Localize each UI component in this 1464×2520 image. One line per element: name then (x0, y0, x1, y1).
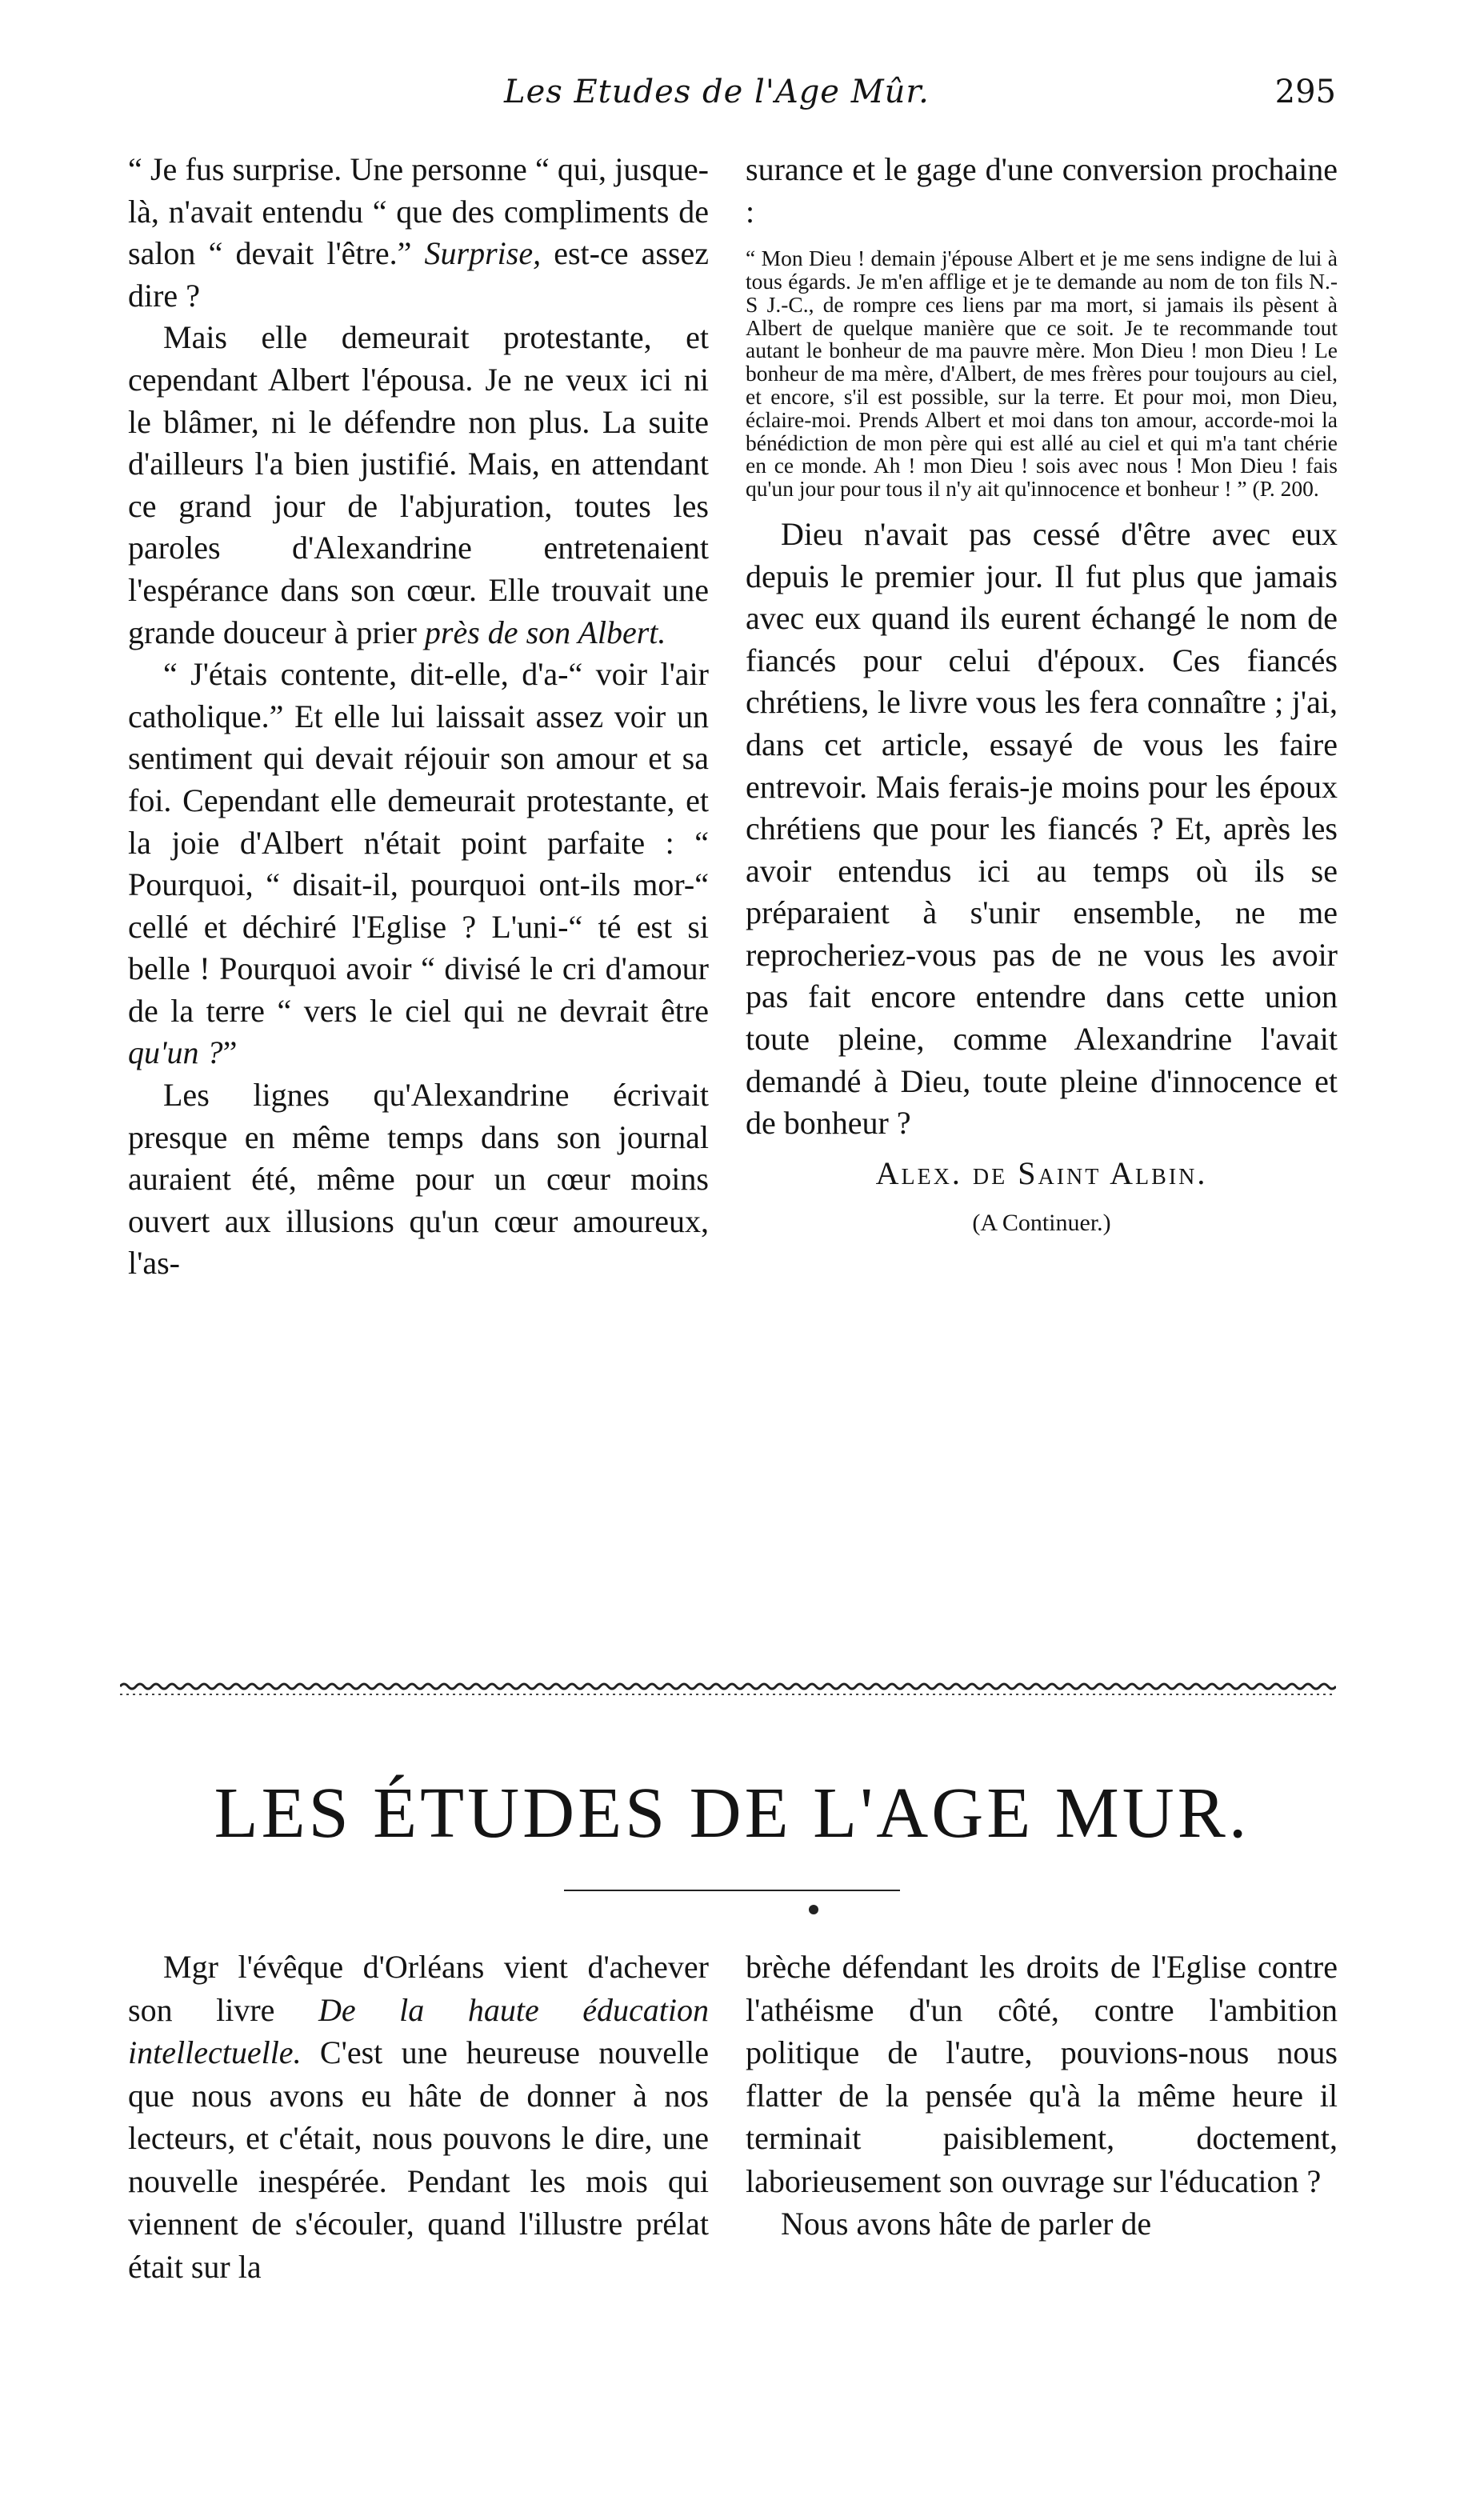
ornament-dot-icon (809, 1905, 818, 1914)
paragraph: Les lignes qu'Alexandrine écrivait presque en même temps dans son journal auraient été, même pour un cœur moins ouvert aux illusions qu'un cœur amoureux, l'as- (128, 1077, 709, 1282)
article-right-column (746, 1946, 1338, 2246)
quoted-prayer: “ Mon Dieu ! demain j'épouse Albert et je me sens indigne de lui à tous égards. Je m'en afflige et je te demande au nom de ton fils N.-S J.-C., de rompre ces liens par ma mort, si jamais ils pèsent à Albert de quelque manière que ce soit. Je te recommande tout autant le bonheur de ma pauvre mère. Mon Dieu ! mon Dieu ! Le bonheur de ma mère, d'Albert, de mes frères pour toujours au ciel, et encore, s'il est possible, sur la terre. Et pour moi, mon Dieu, éclaire-moi. Prends Albert et moi dans ton amour, accorde-moi la bénédiction de mon père qui est allé au ciel et qui m'a tant chérie en ce monde. Ah ! mon Dieu ! sois avec nous ! Mon Dieu ! fais qu'un jour pour tous il n'y ait qu'innocence et bonheur ! ” (P. 200. (746, 246, 1338, 502)
author-signature: Alex. de Saint Albin. (875, 1154, 1208, 1191)
article-title: LES ÉTUDES DE L'AGE MUR. (214, 1774, 1250, 1853)
section-divider (120, 1680, 1336, 1701)
paragraph: surance et le gage d'une conversion prochaine : (746, 151, 1338, 230)
page-number: 295 (1274, 74, 1336, 110)
left-column (128, 149, 709, 1285)
paragraph: Dieu n'avait pas cessé d'être avec eux depuis le premier jour. Il fut plus que jamais avec eux quand ils eurent échangé le nom de fiancés pour celui d'époux. Ces fiancés chrétiens, le livre vous les fera connaître ; j'ai, dans cet article, essayé de vous les faire entrevoir. Mais ferais-je moins pour les époux chrétiens que pour les fiancés ? Et, après les avoir entendus ici au temps où ils se préparaient à s'unir ensemble, ne me reprocheriez-vous pas de ne vous les avoir pas fait encore entendre dans cette union toute pleine, comme Alexandrine l'avait demandé à Dieu, toute pleine d'innocence et de bonheur ? (746, 515, 1338, 1142)
paragraph: brèche défendant les droits de l'Eglise contre l'athéisme d'un côté, contre l'ambition politique de l'autre, pouvions-nous nous flatter de la pensée qu'à la même heure il terminait paisiblement, doctement, laborieusement son ouvrage sur l'éducation ? (746, 1949, 1338, 2199)
paragraph: Nous avons hâte de parler de (781, 2206, 1152, 2242)
paragraph: Mais elle demeurait protestante, et cependant Albert l'épousa. Je ne veux ici ni le blâmer, ni le défendre non plus. La suite d'ailleurs l'a bien justifié. Mais, en attendant ce grand jour de l'abjuration, toutes les paroles d'Alexandrine entretenaient l'espérance dans son cœur. Elle trouvait une grande douceur à prier près de son Albert. (128, 319, 709, 650)
continued-note: (A Continuer.) (972, 1210, 1111, 1237)
article-left-column (128, 1946, 709, 2288)
paragraph: “ Je fus surprise. Une personne “ qui, jusque-là, n'avait entendu “ que des compliments de salon “ devait l'être.” Surprise, est-ce assez dire ? (128, 151, 710, 314)
paragraph: “ J'étais contente, dit-elle, d'a-“ voir l'air catholique.” Et elle lui laissait assez voir un sentiment qui devait réjouir son amour et sa foi. Cependant elle demeurait protestante, et la joie d'Albert n'était point parfaite : “ Pourquoi, “ disait-il, pourquoi ont-ils mor-“ cellé et déchiré l'Eglise ? L'uni-“ té est si belle ! Pourquoi avoir “ divisé le cri d'amour de la terre “ vers le ciel qui ne devrait être qu'un ?” (128, 656, 709, 1071)
right-column (746, 149, 1338, 1245)
ornamental-rule-icon (120, 1680, 1336, 1701)
running-title: Les Etudes de l'Age Mûr. (504, 74, 930, 110)
running-header (128, 74, 1336, 122)
title-underline (564, 1890, 900, 1891)
paragraph: Mgr l'évêque d'Orléans vient d'achever son livre De la haute éducation intellectuelle. C'est une heureuse nouvelle que nous avons eu hâte de donner à nos lecteurs, et c'était, nous pouvons le dire, une nouvelle inespérée. Pendant les mois qui viennent de s'écouler, quand l'illustre prélat était sur la (128, 1949, 709, 2285)
